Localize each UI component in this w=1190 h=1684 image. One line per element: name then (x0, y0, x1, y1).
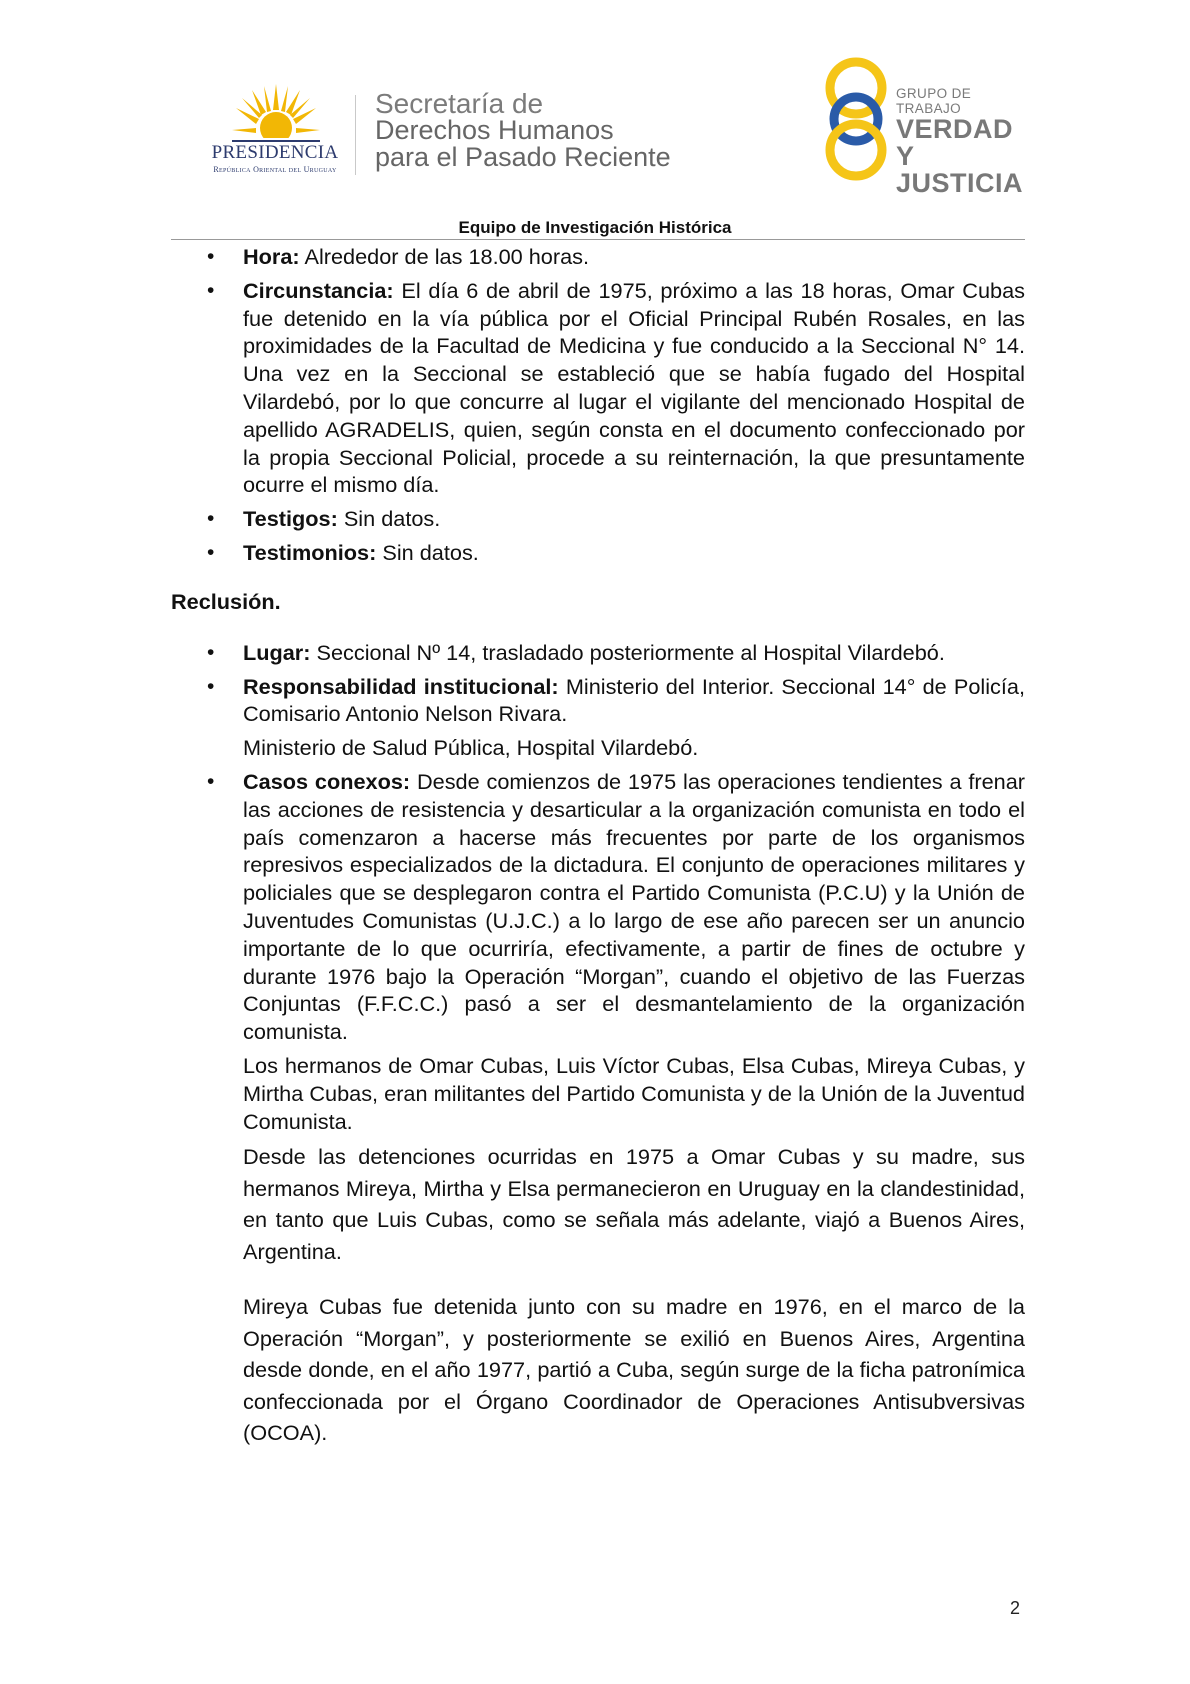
rings-icon (820, 56, 892, 182)
team-heading: Equipo de Investigación Histórica (458, 218, 732, 237)
bullet-icon: • (207, 245, 215, 268)
list-item-hora (171, 243, 1025, 271)
section-title-reclusion: Reclusión. (171, 588, 281, 614)
bullet-icon: • (207, 278, 215, 302)
item-label: Casos conexos: (243, 768, 411, 794)
item-text: Sin datos. (343, 506, 441, 532)
page-number: 2 (1010, 1598, 1021, 1618)
item-label: Testimonios: (243, 539, 377, 565)
list-item-casos-conexos (171, 768, 1025, 1046)
item-label: Responsabilidad institucional: (243, 673, 559, 699)
secretaria-line-3: para el Pasado Reciente (375, 142, 671, 172)
list-item-responsabilidad (171, 673, 1025, 729)
bullet-icon: • (207, 640, 215, 664)
sun-icon (232, 82, 320, 142)
item-text: El día 6 de abril de 1975, próximo a las 18 horas, Omar Cubas fue detenido en la vía pública por el Oficial Principal Rubén Rosales, en las proximidades de la Facultad de Medicina y fue conducido a la Seccional N° 14. Una vez en la Seccional se estableció que se había fugado del Hospital Vilardebó, por lo que concurre al lugar el vigilante del mencionado Hospital de apellido AGRADELIS, quien, según consta en el documento confeccionado por la propia Seccional Policial, procede a su reinternación, la que presuntamente ocurre el mismo día. (243, 277, 1025, 498)
list-item-circunstancia (171, 277, 1025, 499)
paragraph-hermanos: Los hermanos de Omar Cubas, Luis Víctor Cubas, Elsa Cubas, Mireya Cubas, y Mirtha Cubas, eran militantes del Partido Comunista y de la Unión de la Juventud Comunista. (243, 1052, 1025, 1134)
list-item-testimonios (171, 539, 1025, 567)
presidencia-logo (196, 82, 354, 178)
paragraph-mireya: Mireya Cubas fue detenida junto con su madre en 1976, en el marco de la Operación “Morgan”, y posteriormente se exilió en Buenos Aires, Argentina desde donde, en el año 1977, partió a Cuba, según surge de la ficha patronímica confeccionada por el Órgano Coordinador de Operaciones Antisubversivas (OCOA). (243, 1294, 1025, 1446)
bullet-icon: • (207, 769, 215, 793)
bullet-icon: • (207, 674, 215, 698)
bullet-icon: • (207, 507, 215, 531)
header-rule (171, 239, 1025, 240)
grupo-line-1: GRUPO DE TRABAJO (896, 86, 972, 116)
grupo-trabajo-text (896, 86, 1030, 197)
verdad-justicia-logo (820, 56, 1030, 198)
item-text: Alrededor de las 18.00 horas. (304, 244, 590, 269)
secretaria-line-1: Secretaría de (375, 88, 544, 119)
presidencia-name: PRESIDENCIA (211, 142, 339, 163)
item-text: Desde comienzos de 1975 las operaciones tendientes a frenar las acciones de resistencia y desarticular a la organización comunista en todo el país comenzaron a hacerse más frecuentes por parte de los organismos represivos especializados de la dictadura. El conjunto de operaciones militares y policiales que se desplegaron contra el Partido Comunista (P.C.U) y la Unión de Juventudes Comunistas (U.J.C.) a lo largo de ese año parecen ser un anuncio importante de lo que ocurriría, efectivamente, a partir de fines de octubre y durante 1976 bajo la Operación “Morgan”, cuando el objetivo de las Fuerzas Conjuntas (F.F.C.C.) pasó a ser el desmantelamiento de la organización comunista. (243, 768, 1025, 1045)
item-text: Sin datos. (382, 539, 479, 565)
secretaria-logo-text (375, 90, 671, 171)
list-item-testigos (171, 505, 1025, 533)
responsabilidad-continuation: Ministerio de Salud Pública, Hospital Vilardebó. (243, 735, 699, 761)
presidencia-subtitle: República Oriental del Uruguay (213, 165, 337, 174)
bullet-icon: • (207, 540, 215, 564)
item-text: Ministerio del Interior. Seccional 14° de Policía, Comisario Antonio Nelson Rivara. (243, 673, 1025, 727)
item-label: Testigos: (243, 506, 338, 532)
item-label: Hora: (243, 244, 300, 269)
item-label: Lugar: (243, 639, 311, 665)
secretaria-line-2: Derechos Humanos (375, 115, 614, 145)
item-text: Seccional Nº 14, trasladado posteriormente al Hospital Vilardebó. (316, 639, 945, 665)
document-body (171, 243, 1025, 1455)
grupo-line-2: VERDAD Y (896, 114, 1014, 171)
header-divider (355, 95, 356, 175)
item-label: Circunstancia: (243, 277, 394, 303)
paragraph-detenciones: Desde las detenciones ocurridas en 1975 a Omar Cubas y su madre, sus hermanos Mireya, Mirtha y Elsa permanecieron en Uruguay en la clandestinidad, en tanto que Luis Cubas, como se señala más adelante, viajó a Buenos Aires, Argentina. (243, 1144, 1025, 1264)
list-item-lugar (171, 639, 1025, 667)
grupo-line-3: JUSTICIA (896, 168, 1024, 198)
